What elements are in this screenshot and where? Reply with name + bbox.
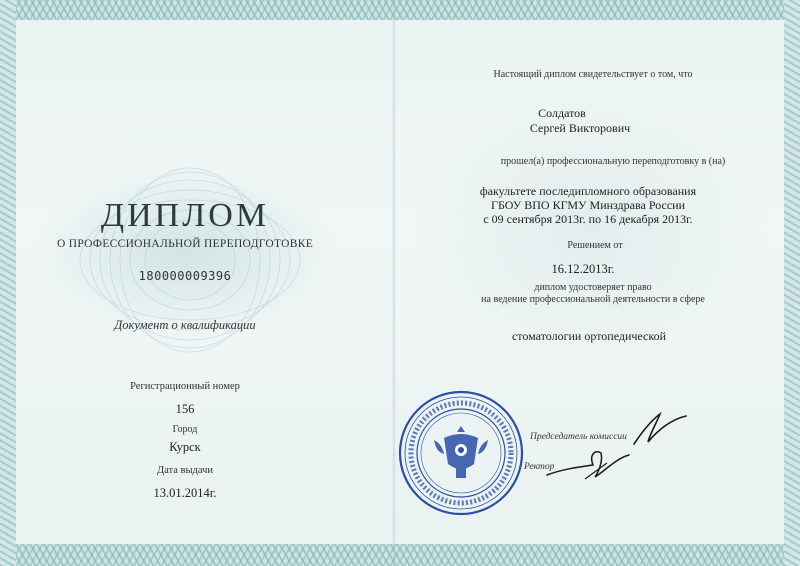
specialty: стоматологии ортопедической <box>511 329 667 343</box>
holder-surname: Солдатов <box>538 106 586 120</box>
passed-training-text: прошел(а) профессиональную переподготовку в (на) <box>500 156 726 167</box>
faculty-line-1: факультете последипломного образования <box>479 184 697 198</box>
chair-signature-icon <box>630 410 690 450</box>
decision-date: 16.12.2013г. <box>551 262 615 276</box>
rector-signature-icon <box>545 445 635 485</box>
document-type: Документ о квалификации <box>114 318 256 332</box>
commission-chair-label: Председатель комиссии <box>530 432 627 442</box>
registration-label: Регистрационный номер <box>130 381 240 392</box>
rector-label: Ректор <box>524 462 555 472</box>
holder-given-names: Сергей Викторович <box>529 121 631 135</box>
decision-label: Решением от <box>567 240 623 251</box>
official-seal-icon <box>396 388 526 518</box>
issue-date-label: Дата выдачи <box>156 465 214 476</box>
diploma-subtitle: О ПРОФЕССИОНАЛЬНОЙ ПЕРЕПОДГОТОВКЕ <box>56 238 314 250</box>
ornamental-border-right <box>784 0 800 566</box>
training-period: с 09 сентября 2013г. по 16 декабря 2013г. <box>483 212 693 226</box>
city-label: Город <box>172 424 198 435</box>
serial-number: 180000009396 <box>138 269 232 283</box>
intro-text: Настоящий диплом свидетельствует о том, что <box>493 69 693 80</box>
diploma-title: ДИПЛОМ <box>100 197 270 234</box>
issue-date: 13.01.2014г. <box>153 486 217 500</box>
city-value: Курск <box>169 440 201 454</box>
certifies-line-1: диплом удостоверяет право <box>534 282 652 293</box>
ornamental-border-left <box>0 0 16 566</box>
registration-number: 156 <box>175 402 195 416</box>
certifies-line-2: на ведение профессиональной деятельности в сфере <box>481 294 705 305</box>
ornamental-border-top <box>0 0 800 20</box>
ornamental-border-bottom <box>0 544 800 566</box>
faculty-line-2: ГБОУ ВПО КГМУ Минздрава России <box>491 198 685 212</box>
